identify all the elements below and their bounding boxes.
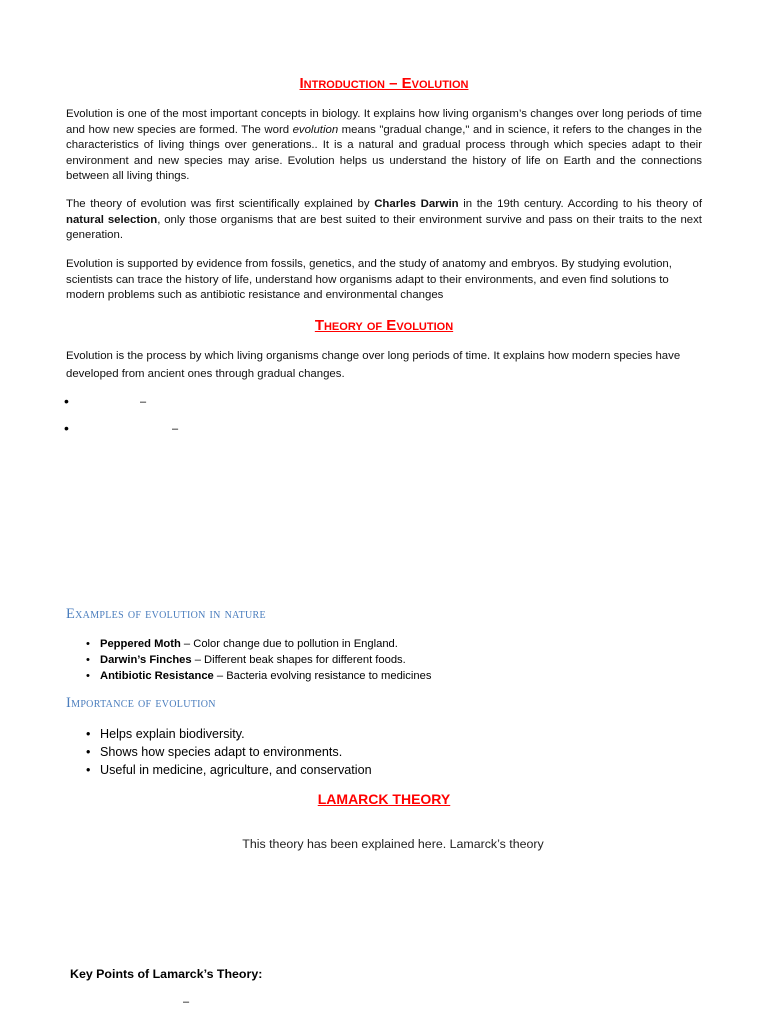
lamarck-key-points-heading: Key Points of Lamarck’s Theory: <box>70 967 263 981</box>
theory-bullet-1-dash: – <box>140 396 147 408</box>
list-item: • Useful in medicine, agriculture, and conservation <box>82 761 702 779</box>
intro-heading: Introduction – Evolution <box>299 75 469 92</box>
lamarck-intro: This theory has been explained here. Lamarck’s theory <box>242 837 544 851</box>
examples-heading: Examples of evolution in nature <box>66 606 266 622</box>
list-item: • Helps explain biodiversity. <box>82 725 702 743</box>
list-item: • Peppered Moth – Color change due to pollution in England. <box>82 636 702 652</box>
theory-bullet-2: • <box>64 420 69 436</box>
list-item: • Antibiotic Resistance – Bacteria evolving resistance to medicines <box>82 668 702 684</box>
examples-list <box>82 636 702 684</box>
theory-paragraph: Evolution is the process by which living organisms change over long periods of time. It explains how modern species have developed from ancient ones through gradual changes. <box>66 350 681 380</box>
importance-heading: Importance of evolution <box>66 695 216 711</box>
lamarck-key-point-dash: – <box>183 996 190 1008</box>
theory-heading: Theory of Evolution <box>314 317 454 334</box>
theory-bullet-1: • <box>64 393 69 409</box>
theory-bullet-2-dash: – <box>172 423 179 435</box>
intro-paragraph-1: Evolution is one of the most important concepts in biology. It explains how living organism’s changes over long periods of time and how new species are formed. The word evolution means "gradual change," and in science, it refers to the changes in the characteristics of living things over generations.. It is a natural and gradual process through which species adapt to their environment and new species may arise. Evolution helps us understand the history of life on Earth and the connections between all living things. <box>66 108 702 183</box>
importance-list <box>82 725 702 779</box>
list-item: • Darwin’s Finches – Different beak shapes for different foods. <box>82 652 702 668</box>
list-item: • Shows how species adapt to environments. <box>82 743 702 761</box>
intro-paragraph-3: Evolution is supported by evidence from fossils, genetics, and the study of anatomy and embryos. By studying evolution, scientists can trace the history of life, understand how organisms adapt to their environments, and even find solutions to modern problems such as antibiotic resistance and environmental changes <box>66 258 672 302</box>
lamarck-heading: LAMARCK THEORY <box>317 791 451 807</box>
intro-paragraph-2: The theory of evolution was first scientifically explained by Charles Darwin in the 19th century. According to his theory of natural selection, only those organisms that are best suited to their environment survive and pass on their traits to the next generation. <box>66 198 702 242</box>
